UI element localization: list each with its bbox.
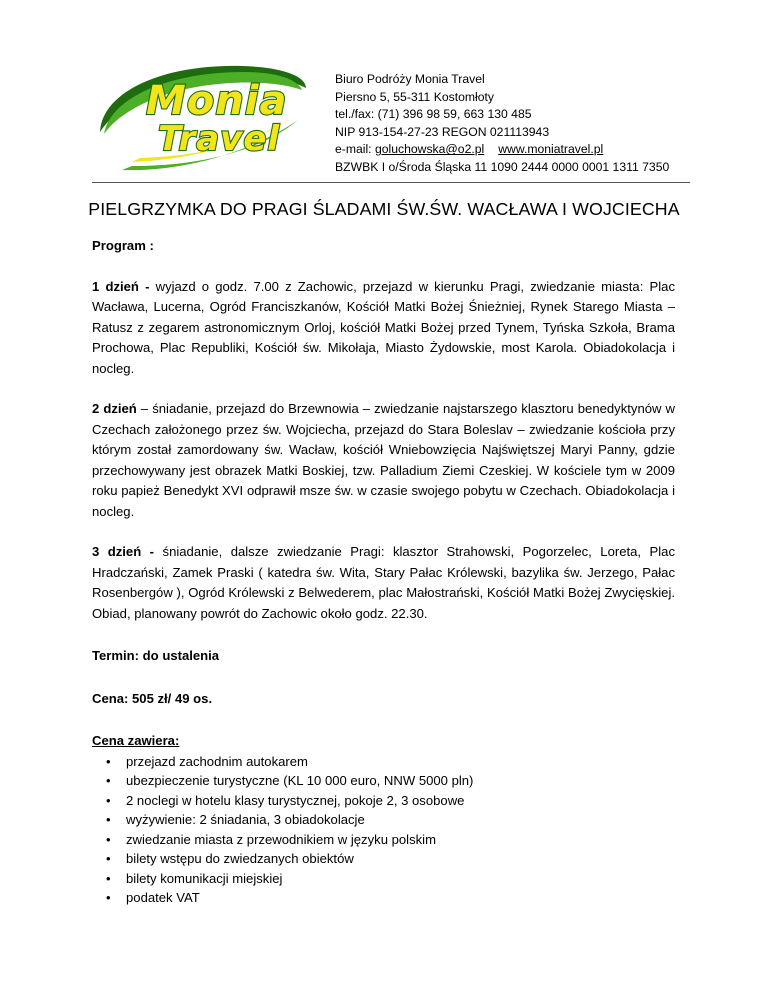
monia-travel-logo (92, 58, 310, 176)
logo-word-travel: Travel (158, 119, 281, 159)
day-1-paragraph (92, 277, 675, 380)
list-item (92, 888, 675, 908)
day-1-label: 1 dzień - (92, 278, 156, 294)
page-title: PIELGRZYMKA DO PRAGI ŚLADAMI ŚW.ŚW. WACŁAWA I WOJCIECHA (88, 199, 680, 219)
company-name: Biuro Podróży Monia Travel (335, 72, 485, 86)
day-3-paragraph (92, 542, 675, 624)
list-item (92, 771, 675, 791)
email-link[interactable]: goluchowska@o2.pl (374, 142, 485, 157)
list-item-text: bilety komunikacji miejskiej (126, 870, 283, 886)
email-label: e-mail: (335, 142, 375, 157)
bullet-icon: • (106, 831, 111, 847)
list-item-text: przejazd zachodnim autokarem (126, 753, 308, 769)
email-line (335, 141, 669, 159)
includes-heading: Cena zawiera: (92, 733, 180, 748)
day-2-paragraph (92, 399, 675, 522)
bullet-icon: • (106, 792, 111, 808)
list-item (92, 752, 675, 772)
logo-word-monia: Monia (146, 78, 288, 124)
day-3-text: śniadanie, dalsze zwiedzanie Pragi: klasztor Strahowski, Pogorzelec, Loreta, Plac Hradczański, Zamek Praski ( katedra św. Wita, Stary Pałac Królewski, bazylika św. Jerzego, Pałac Rosenbergów ), Ogród Królewski z Belwederem, plac Małostrański, Kościół Matki Bożej Zwycięskiej. Obiad, planowany powrót do Zachowic około godz. 22.30. (92, 544, 675, 621)
list-item (92, 869, 675, 889)
phone: tel./fax: (71) 396 98 59, 663 130 485 (335, 107, 532, 122)
contact-block (335, 71, 669, 177)
bullet-icon: • (106, 870, 111, 886)
bullet-icon: • (106, 851, 111, 866)
term-line: Termin: do ustalenia (92, 648, 220, 663)
website-link[interactable]: www.moniatravel.pl (498, 142, 604, 157)
day-3-label: 3 dzień - (92, 544, 163, 559)
list-item-text: ubezpieczenie turystyczne (KL 10 000 euro, NNW 5000 pln) (126, 773, 474, 788)
document-body (92, 236, 675, 908)
bullet-icon: • (106, 890, 111, 905)
address: Piersno 5, 55-311 Kostomłoty (335, 89, 494, 104)
day-1-text: wyjazd o godz. 7.00 z Zachowic, przejazd w kierunku Pragi, zwiedzanie miasta: Plac Wacława, Lucerna, Ogród Franciszkanów, Kościół Matki Bożej Śnieżniej, Rynek Starego Miasta – Ratusz z zegarem astronomicznym Orloj, kościół Matki Bożej przed Tynem, Tyńska Szkoła, Brama Prochowa, Plac Republiki, Kościół św. Mikołaja, Miasto Żydowskie, most Karola. Obiadokolacja i nocleg. (92, 278, 675, 376)
list-item (92, 791, 675, 811)
price-line: Cena: 505 zł/ 49 os. (92, 690, 213, 706)
list-item (92, 830, 675, 850)
bullet-icon: • (106, 812, 111, 827)
list-item-text: 2 noclegi w hotelu klasy turystycznej, pokoje 2, 3 osobowe (126, 792, 465, 808)
includes-list (92, 752, 675, 908)
tax-ids: NIP 913-154-27-23 REGON 021113943 (335, 124, 550, 139)
list-item-text: wyżywienie: 2 śniadania, 3 obiadokolacje (126, 812, 365, 827)
program-label: Program : (92, 238, 154, 253)
list-item (92, 849, 675, 869)
header-divider (92, 182, 690, 183)
bank-account: BZWBK I o/Środa Śląska 11 1090 2444 0000 0001 1311 7350 (335, 159, 670, 174)
day-2-text: – śniadanie, przejazd do Brzewnowia – zwiedzanie najstarszego klasztoru benedyktynów w Czechach założonego przez św. Wojciecha, przejazd do Stara Boleslav – zwiedzanie kościoła przy którym został zamordowany św. Wacław, kościół Wniebowzięcia Najświętszej Maryi Panny, gdzie przechowywany jest obrazek Matki Boskiej, tzw. Palladium Ziemi Czeskiej. W kościele tym w 2009 roku papież Benedykt XVI odprawił msze św. w czasie swojego pobytu w Czechach. Obiadokolacja i nocleg. (92, 401, 675, 519)
bullet-icon: • (106, 773, 111, 788)
bullet-icon: • (106, 753, 111, 769)
list-item-text: bilety wstępu do zwiedzanych obiektów (126, 851, 354, 866)
list-item-text: zwiedzanie miasta z przewodnikiem w języku polskim (126, 831, 436, 847)
list-item-text: podatek VAT (126, 890, 200, 905)
list-item (92, 810, 675, 830)
day-2-label: 2 dzień (92, 401, 141, 416)
